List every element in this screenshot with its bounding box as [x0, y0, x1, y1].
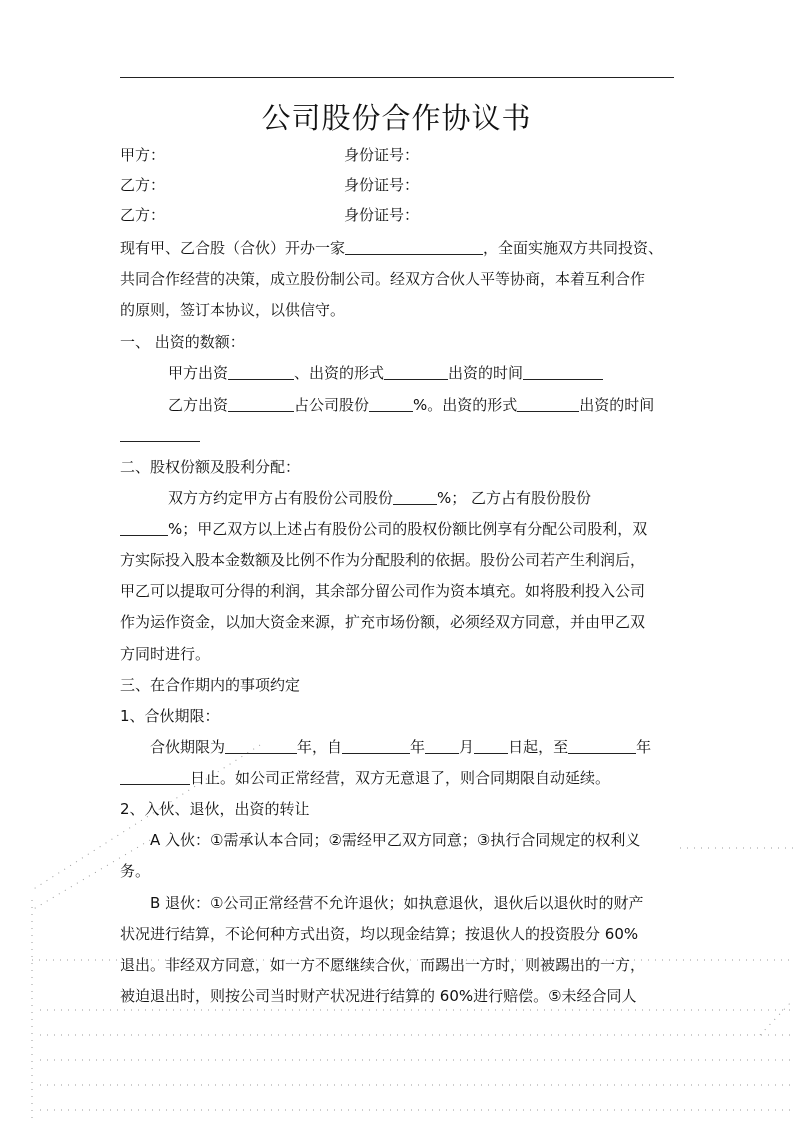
id-label: 身份证号：: [344, 176, 420, 194]
text: 占公司股份: [294, 396, 370, 414]
blank-field: [120, 521, 168, 536]
text: 日起，至: [508, 738, 569, 756]
text: 年: [636, 738, 652, 756]
text: 月: [459, 738, 475, 756]
intro-text: ，全面实施双方共同投资、: [483, 239, 664, 257]
paragraph-line: 方实际投入股本金数额及比例不作为分配股利的依据。股份公司若产生利润后，: [120, 551, 646, 569]
paragraph-line: 务。: [120, 862, 151, 880]
blank-field: [474, 739, 508, 754]
text: 乙方出资: [168, 396, 229, 414]
text: 日止。如公司正常经营，双方无意退了，则合同期限自动延续。: [190, 769, 611, 787]
paragraph-line: [150, 737, 676, 757]
header-rule: [120, 77, 674, 78]
text: 合伙期限为: [150, 738, 226, 756]
blank-field: [393, 490, 437, 505]
paragraph-line: 状况进行结算，不论何种方式出资，均以现金结算；按退伙人的投资股分 60%: [120, 925, 639, 943]
blank-line: [120, 425, 676, 445]
text: 出资的时间: [579, 396, 655, 414]
paragraph-line: 方同时进行。: [120, 645, 211, 663]
paragraph-line: B 退伙：①公司正常经营不允许退伙；如执意退伙，退伙后以退伙时的财产: [150, 894, 644, 912]
party-row: [120, 175, 676, 195]
paragraph-line: 甲乙可以提取可分得的利润，其余部分留公司作为资本填充。如将股利投入公司: [120, 582, 646, 600]
contribution-line: [168, 363, 676, 383]
text: %。出资的形式: [413, 396, 518, 414]
blank-field: [517, 397, 579, 412]
document-title: 公司股份合作协议书: [261, 101, 532, 135]
blank-field: [425, 739, 459, 754]
blank-field: [228, 365, 294, 380]
blank-field: [120, 427, 200, 442]
intro-line: [120, 238, 676, 258]
text: 甲方出资: [168, 364, 229, 382]
party-row: [120, 205, 676, 225]
text: 、出资的形式: [294, 364, 385, 382]
intro-line: 的原则，签订本协议，以供信守。: [120, 301, 346, 319]
paragraph-line: 被迫退出时，则按公司当时财产状况进行结算的 60%进行赔偿。⑤未经合同人: [120, 987, 637, 1005]
blank-field: [384, 365, 448, 380]
section-heading: 一、 出资的数额：: [120, 333, 245, 351]
section-heading: 三、在合作期内的事项约定: [120, 676, 301, 694]
paragraph-line: 退出。非经双方同意，如一方不愿继续合伙，而踢出一方时，则被踢出的一方，: [120, 956, 646, 974]
blank-company-name: [345, 240, 483, 255]
blank-field: [225, 739, 297, 754]
text: 出资的时间: [448, 364, 524, 382]
text: 年，自: [297, 738, 343, 756]
section-heading: 二、股权份额及股利分配：: [120, 458, 301, 476]
contribution-line: [168, 395, 676, 415]
blank-field: [369, 397, 413, 412]
text: 年: [410, 738, 426, 756]
blank-field: [228, 397, 294, 412]
paragraph-line: A 入伙：①需承认本合同；②需经甲乙双方同意；③执行合同规定的权利义: [150, 831, 641, 849]
subsection-heading: 1、合伙期限：: [120, 707, 220, 725]
party-row: [120, 145, 676, 165]
id-label: 身份证号：: [344, 206, 420, 224]
paragraph-line: 作为运作资金，以加大资金来源，扩充市场份额，必须经双方同意，并由甲乙双: [120, 613, 646, 631]
text: %； 乙方占有股份股份: [437, 489, 592, 507]
blank-field: [342, 739, 410, 754]
text: 双方方约定甲方占有股份公司股份: [168, 489, 394, 507]
subsection-heading: 2、入伙、退伙，出资的转让: [120, 800, 310, 818]
blank-field: [523, 365, 603, 380]
id-label: 身份证号：: [344, 146, 420, 164]
blank-field: [120, 770, 190, 785]
paragraph-line: [168, 488, 676, 508]
party-label: 甲方：: [120, 146, 166, 164]
paragraph-line: [120, 768, 676, 788]
party-label: 乙方：: [120, 206, 166, 224]
blank-field: [568, 739, 636, 754]
intro-text: 现有甲、乙合股（合伙）开办一家: [120, 239, 346, 257]
party-label: 乙方：: [120, 176, 166, 194]
paragraph-line: [120, 519, 676, 539]
text: %；甲乙双方以上述占有股份公司的股权份额比例享有分配公司股利，双: [168, 520, 648, 538]
intro-line: 共同合作经营的决策，成立股份制公司。经双方合伙人平等协商，本着互利合作: [120, 270, 646, 288]
